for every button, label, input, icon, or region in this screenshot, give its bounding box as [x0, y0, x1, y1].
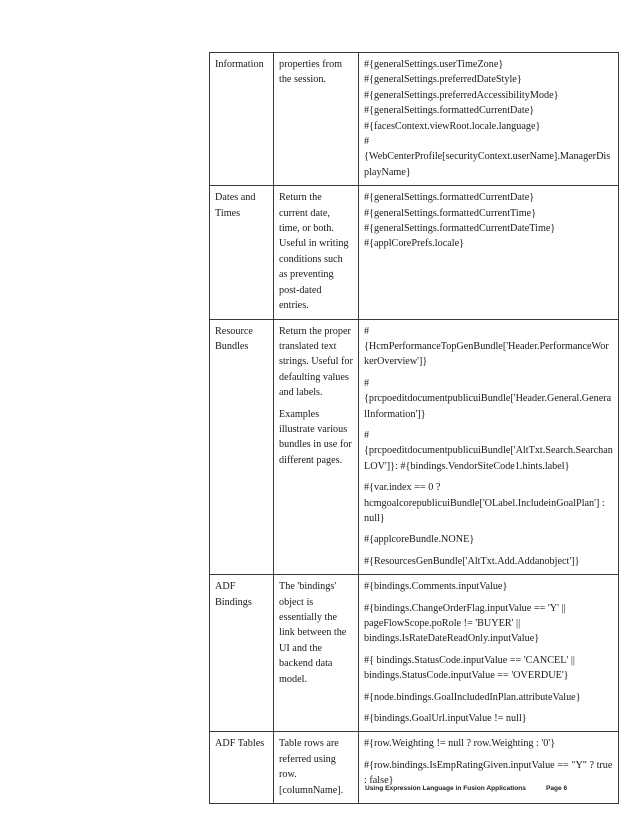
description-text: Examples illustrate various bundles in use for different pages. [279, 408, 352, 466]
category-label: Resource Bundles [215, 325, 253, 352]
expression-line: #{bindings.GoalUrl.inputValue != null} [364, 713, 527, 725]
description-text: properties from the session. [279, 59, 343, 86]
description-text: Return the proper translated text strings. Useful for defaulting values and labels. [279, 325, 353, 399]
expression-line: #{row.bindings.IsEmpRatingGiven.inputValue == "Y" ? true : false} [364, 759, 613, 787]
page-footer [365, 785, 618, 792]
expression-line: #{prcpoeditdocumentpublicuiBundle['AltTxt.Search.SearchanLOV']}: #{bindings.VendorSiteCode1.hints.label} [364, 429, 613, 472]
description-cell [274, 186, 359, 319]
expression-line: #{generalSettings.preferredAccessibilityMode} [364, 89, 559, 101]
expression-line: #{bindings.Comments.inputValue} [364, 581, 508, 593]
expression-line: #{node.bindings.GoalIncludedInPlan.attributeValue} [364, 691, 581, 703]
expressions-cell [359, 186, 619, 319]
table-row [210, 186, 619, 319]
expression-line: #{applCorePrefs.locale} [364, 238, 465, 250]
expression-line: #{generalSettings.formattedCurrentDate} [364, 192, 535, 204]
expressions-cell [359, 575, 619, 732]
category-cell [210, 319, 274, 575]
category-cell [210, 186, 274, 319]
expressions-cell [359, 732, 619, 804]
description-text: Return the current date, time, or both. Useful in writing conditions such as preventing post-dated entries. [279, 192, 349, 312]
expression-line: #{ bindings.StatusCode.inputValue == 'CANCEL' || bindings.StatusCode.inputValue == 'OVERDUE'} [364, 654, 575, 682]
category-label: ADF Tables [215, 738, 265, 750]
category-cell [210, 732, 274, 804]
table-row [210, 732, 619, 804]
category-cell [210, 575, 274, 732]
expression-line: #{ResourcesGenBundle['AltTxt.Add.Addanobject']} [364, 555, 580, 567]
expression-line: #{generalSettings.formattedCurrentDate} [364, 105, 535, 117]
expressions-cell [359, 53, 619, 186]
expression-group [364, 57, 613, 180]
category-cell [210, 53, 274, 186]
table-row [210, 53, 619, 186]
expression-line: #{HcmPerformanceTopGenBundle['Header.PerformanceWorkerOverview']} [364, 325, 609, 368]
expression-line: #{generalSettings.formattedCurrentTime} [364, 207, 537, 219]
expression-line: #{facesContext.viewRoot.locale.language} [364, 120, 541, 132]
description-cell [274, 732, 359, 804]
expressions-cell [359, 319, 619, 575]
category-label: ADF Bindings [215, 581, 252, 608]
expression-line: #{WebCenterProfile[securityContext.userName].ManagerDisplayName} [364, 136, 611, 178]
expression-line: #{bindings.ChangeOrderFlag.inputValue == 'Y' || pageFlowScope.poRole != 'BUYER' || bindings.IsRateDateReadOnly.inputValue} [364, 602, 566, 645]
expression-line: #{var.index == 0 ? hcmgoalcorepublicuiBundle['OLabel.IncludeinGoalPlan'] : null} [364, 482, 605, 524]
expression-line: #{generalSettings.userTimeZone} [364, 59, 504, 70]
table-row [210, 319, 619, 575]
description-cell [274, 53, 359, 186]
expression-line: #{row.Weighting != null ? row.Weighting : '0'} [364, 738, 556, 750]
expression-line: #{applcoreBundle.NONE} [364, 534, 475, 546]
description-text: The 'bindings' object is essentially the link between the UI and the backend data model. [279, 581, 347, 685]
expression-group [364, 190, 613, 252]
table-row [210, 575, 619, 732]
category-label: Dates and Times [215, 192, 256, 219]
page-number: Page 6 [545, 785, 568, 792]
description-cell [274, 319, 359, 575]
expression-line: #{generalSettings.preferredDateStyle} [364, 74, 522, 86]
expression-line: #{prcpoeditdocumentpublicuiBundle['Header.General.GeneralInformation']} [364, 377, 612, 420]
expression-language-table [209, 52, 619, 804]
description-text: Table rows are referred using row.[columnName]. [279, 738, 344, 796]
category-label: Information [215, 59, 264, 70]
expression-line: #{generalSettings.formattedCurrentDateTime} [364, 223, 556, 235]
description-cell [274, 575, 359, 732]
footer-title: Using Expression Language in Fusion Applications [365, 785, 526, 792]
